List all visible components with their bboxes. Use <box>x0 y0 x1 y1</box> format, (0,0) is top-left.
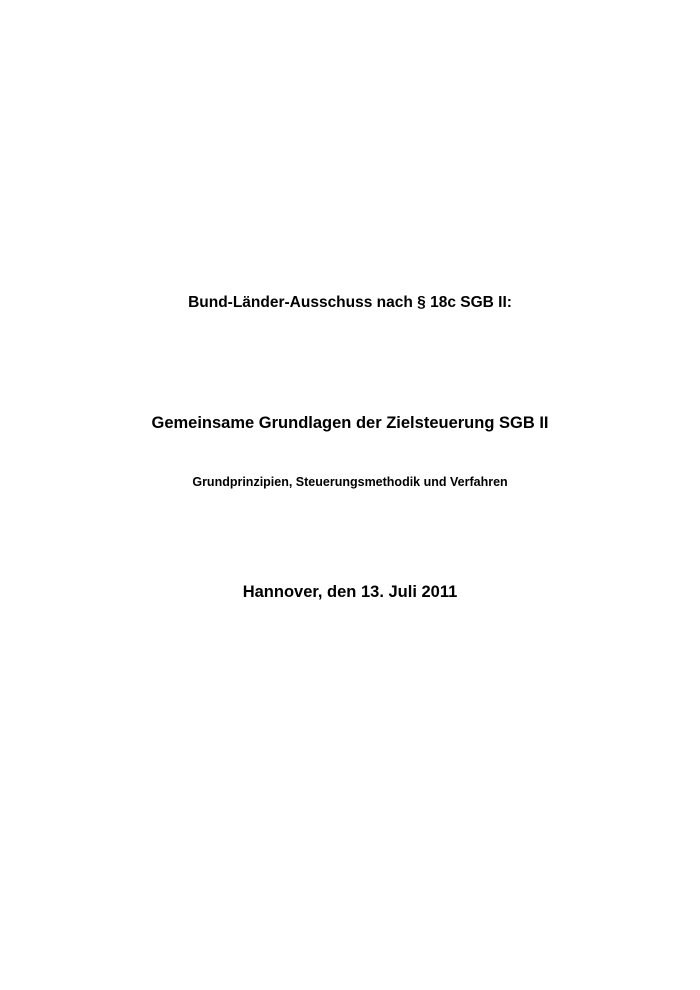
document-subtitle: Grundprinzipien, Steuerungsmethodik und Verfahren <box>192 475 508 489</box>
committee-heading: Bund-Länder-Ausschuss nach § 18c SGB II: <box>188 294 512 311</box>
place-and-date: Hannover, den 13. Juli 2011 <box>242 583 458 601</box>
document-title: Gemeinsame Grundlagen der Zielsteuerung SGB II <box>151 414 549 432</box>
